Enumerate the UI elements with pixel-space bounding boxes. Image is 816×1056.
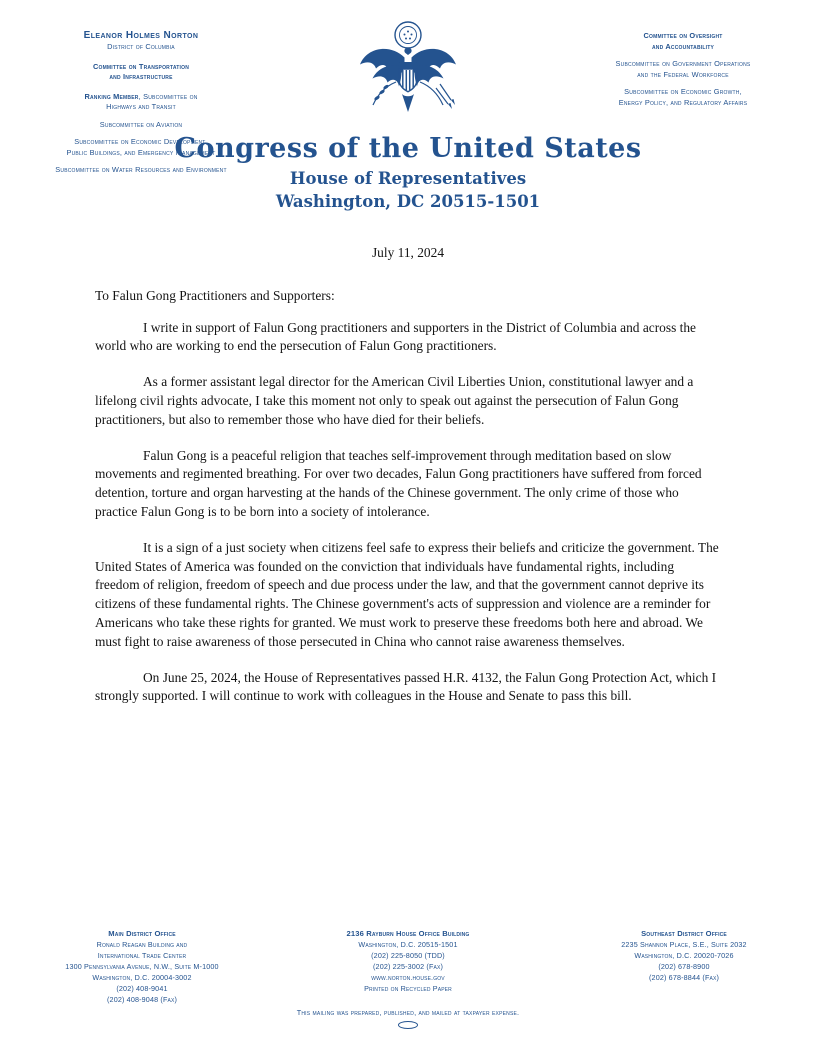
footer-line: 2235 Shannon Place, S.E., Suite 2032	[621, 940, 747, 949]
taxpayer-disclaimer-text: This mailing was prepared, published, and mailed at taxpayer expense.	[296, 1008, 520, 1017]
letter-paragraph: On June 25, 2024, the House of Representatives passed H.R. 4132, the Falun Gong Protection Act, which I strongly supported. I will continue to work with colleagues in the House and Senate to pass this bill.	[95, 669, 717, 704]
committee-transportation-line2: and Infrastructure	[109, 72, 173, 81]
committee-oversight-line1: Committee on Oversight	[643, 31, 723, 40]
letter-salutation: To Falun Gong Practitioners and Supporters:	[95, 287, 335, 303]
member-name: Eleanor Holmes Norton	[83, 30, 199, 41]
ranking-member-subcommittee: , Subcommittee on	[138, 91, 198, 101]
footer-line: Printed on Recycled Paper	[364, 984, 452, 993]
capitol-address: Washington, DC 20515-1501	[275, 192, 541, 211]
footer-line: (202) 408-9041	[116, 984, 168, 993]
letter-paragraph: I write in support of Falun Gong practitioners and supporters in the District of Columbia and across the world who are working to end the persecution of Falun Gong practitioners.	[95, 319, 696, 354]
subcommittee-government-operations-line1: Subcommittee on Government Operations	[615, 59, 751, 68]
subcommittee-economic-development-line2: Public Buildings, and Emergency Management	[66, 147, 216, 157]
committee-transportation-line1: Committee on Transportation	[92, 61, 190, 71]
subcommittee-aviation: Subcommittee on Aviation	[99, 119, 183, 129]
footer-line: (202) 225-3002 (Fax)	[373, 962, 443, 971]
union-printer-bug-icon	[398, 1021, 418, 1029]
letter-paragraph: As a former assistant legal director for the American Civil Liberties Union, constitutional lawyer and a lifelong civil rights advocate, I take this moment not only to speak out against the persecution of Falun Gong practitioners, but also to remember those who have died for their beliefs.	[95, 374, 694, 427]
subcommittee-economic-development-line1: Subcommittee on Economic Development,	[74, 137, 208, 146]
committee-oversight-line2: and Accountability	[651, 41, 714, 51]
member-committee-block-right	[570, 31, 796, 108]
footer-office-title: Main District Office	[108, 929, 176, 938]
ranking-member-line2: Highways and Transit	[106, 102, 176, 111]
letter-body	[95, 244, 721, 723]
footer-southeast-district-office	[572, 928, 796, 983]
letter-paragraph: Falun Gong is a peaceful religion that teaches self-improvement through meditation based on slow movements and regimented breathing. For over two decades, Falun Gong practitioners have suffered from forced detention, torture and organ harvesting at the hands of the Chinese government. The only crime of those who practice Falun Gong is to be born into a society of intolerance.	[95, 447, 702, 519]
footer-main-district-office	[20, 928, 264, 1005]
footer-capitol-office	[278, 928, 538, 994]
subcommittee-government-operations-line2: and the Federal Workforce	[637, 69, 729, 79]
footer-website-link[interactable]: www.norton.house.gov	[371, 973, 445, 982]
subcommittee-water-resources: Subcommittee on Water Resources and Environment	[55, 165, 227, 174]
great-seal-icon	[356, 18, 460, 130]
ranking-member-title: Ranking Member	[84, 91, 139, 101]
footer-line: (202) 408-9048 (Fax)	[107, 995, 177, 1004]
letter-date: July 11, 2024	[371, 245, 445, 260]
footer-office-title: 2136 Rayburn House Office Building	[346, 929, 470, 938]
letter-paragraph: It is a sign of a just society when citizens feel safe to express their beliefs and criticize the government. The United States of America was founded on the conviction that individuals have fundamental rights, including freedom of religion, freedom of speech and due process under the law, and that the government cannot deprive its citizens of these fundamental rights. The Chinese government's acts of suppression and violence are a reminder for Americans who take these rights for granted. We must work to preserve these freedoms both here and abroad. We must fight to raise awareness of those persecuted in China who cannot raise awareness themselves.	[95, 539, 719, 649]
footer-line: Washington, D.C. 20020-7026	[634, 951, 734, 960]
member-district: District of Columbia	[107, 42, 175, 51]
subcommittee-economic-growth-line1: Subcommittee on Economic Growth,	[624, 87, 742, 96]
footer-line: (202) 225-8050 (TDD)	[371, 951, 445, 960]
congress-title: Congress of the United States	[174, 133, 642, 164]
footer-line: (202) 678-8844 (Fax)	[649, 973, 719, 982]
footer-line: Washington, D.C. 20004-3002	[92, 973, 192, 982]
letterhead-title-block	[0, 134, 816, 212]
footer-line: Ronald Reagan Building and	[96, 940, 188, 949]
footer-line: 1300 Pennsylvania Avenue, N.W., Suite M-1000	[65, 962, 219, 971]
footer-line: International Trade Center	[97, 951, 187, 960]
footer-office-title: Southeast District Office	[641, 929, 727, 938]
subcommittee-economic-growth-line2: Energy Policy, and Regulatory Affairs	[618, 97, 748, 107]
footer-line: (202) 678-8900	[658, 962, 710, 971]
ranking-member-line	[26, 92, 256, 103]
house-subtitle: House of Representatives	[289, 169, 527, 188]
footer-line: Washington, D.C. 20515-1501	[358, 940, 458, 949]
taxpayer-disclaimer	[0, 1008, 816, 1029]
